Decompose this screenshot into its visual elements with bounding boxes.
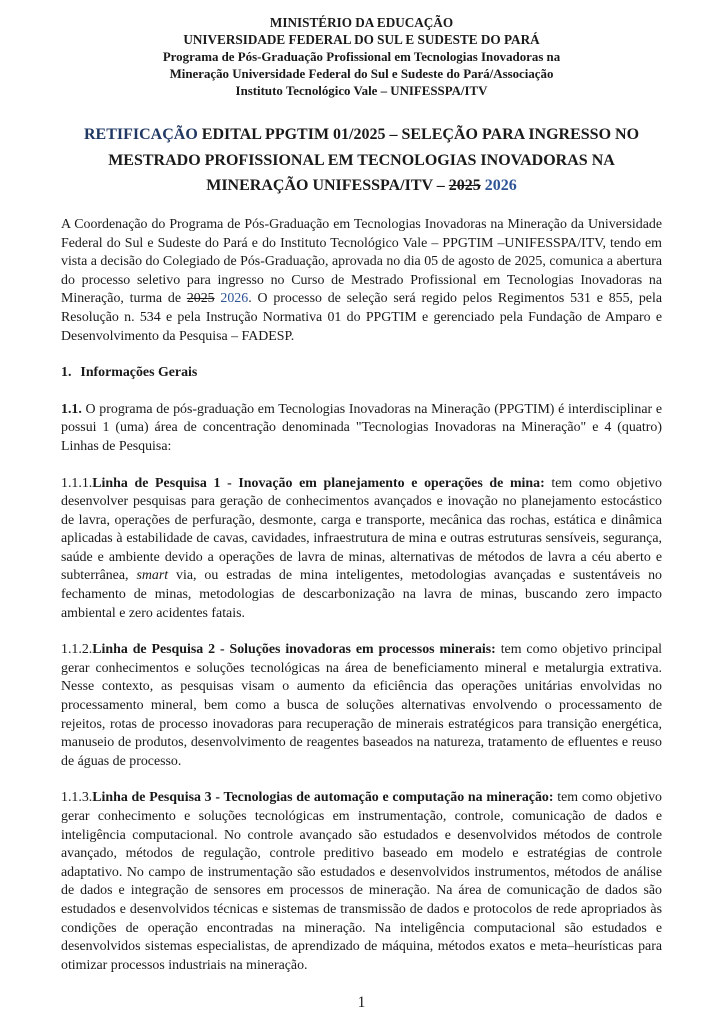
item-1-1-paragraph [61, 401, 662, 457]
item-1-1-1-number: 1.1.1. [61, 475, 93, 491]
research-line-2-title: Linha de Pesquisa 2 - Soluções inovadoras em processos minerais: [92, 642, 496, 658]
document-title [82, 122, 642, 199]
item-1-1-1-italic-term: smart [136, 568, 169, 584]
research-line-1-title: Linha de Pesquisa 1 - Inovação em planejamento e operações de mina: [92, 475, 545, 491]
section-1-heading [61, 364, 662, 383]
letterhead-line-university: UNIVERSIDADE FEDERAL DO SUL E SUDESTE DO PARÁ [183, 32, 540, 48]
letterhead-line-association: Mineração Universidade Federal do Sul e Sudeste do Pará/Associação [169, 66, 554, 81]
page-number: 1 [357, 994, 366, 1011]
intro-old-year-struck: 2025 [186, 291, 215, 307]
letterhead [61, 14, 662, 100]
item-1-1-3-paragraph [61, 789, 662, 975]
item-1-1-number: 1.1. [61, 401, 82, 417]
intro-new-year: 2026 [220, 291, 249, 307]
item-1-1-1-text-pre: tem como objetivo desenvolver pesquisas para geração de conhecimentos avançados e inovação no planejamento estocástico de lavra, operações de perfuração, desmonte, carga e transporte, mecânica das rochas, estática e dinâmica aplicadas à estabilidade de cavas, cavidades, infraestrutura de mina e outras estruturas sensíveis, segurança, saúde e ambiente devido a operações de lavra de minas, alternativas de métodos de lavra a céu aberto e subterrânea, [61, 475, 662, 584]
research-line-3-title: Linha de Pesquisa 3 - Tecnologias de automação e computação na mineração: [92, 790, 554, 806]
intro-text-part1: A Coordenação do Programa de Pós-Graduação em Tecnologias Inovadoras na Mineração da Universidade Federal do Sul e Sudeste do Pará e do Instituto Tecnológico Vale – PPGTIM –UNIFESSPA/ITV, tendo em vista a decisão do Colegiado de Pós-Graduação, aprovada no dia 05 de agosto de 2025, comunica a abertura do processo seletivo para ingresso no Curso de Mestrado Profissional em Tecnologias Inovadoras na Mineração, turma de [61, 216, 662, 307]
item-1-1-3-text: tem como objetivo gerar conhecimento e soluções tecnológicas em instrumentação, controle, comunicação de dados e inteligência computacional. No controle avançado são estudados e desenvolvidos métodos de controle avançado, métodos de regulação, controle preditivo baseado em modelo e estratégias de controle adaptativo. No campo de instrumentação são estudados e desenvolvidos instrumentos, métodos de análise de dados e integração de sensores em processos de mineração. Na área de comunicação de dados são estudados e desenvolvidos técnicas e sistemas de transmissão de dados e protocolos de rede apropriados às condições de operação encontradas na mineração. Na inteligência computacional são estudados e desenvolvidos sistemas especialistas, de aprendizado de máquina, métodos exatos e meta–heurísticas para otimizar processos industriais na mineração. [61, 790, 662, 973]
intro-text-part2: . O processo de seleção será regido pelos Regimentos 531 e 855, pela Resolução n. 534 e pela Instrução Normativa 01 do PPGTIM e gerenciado pela Fundação de Amparo e Desenvolvimento da Pesquisa – FADESP. [61, 291, 662, 344]
letterhead-line-ministry: MINISTÉRIO DA EDUCAÇÃO [269, 15, 454, 30]
letterhead-line-institute: Instituto Tecnológico Vale – UNIFESSPA/ITV [235, 84, 488, 99]
item-1-1-2-number: 1.1.2. [61, 642, 93, 658]
item-1-1-1-paragraph [61, 475, 662, 624]
document-body [61, 216, 662, 975]
item-1-1-2-text: tem como objetivo principal gerar conhecimentos e soluções tecnológicas na área de beneficiamento mineral e metalurgia extrativa. Nesse contexto, as pesquisas visam o aumento da eficiência das operações unitárias envolvidas no processamento mineral, bem como a busca de soluções alternativas envolvendo o processamento de rejeitos, rotas de processo inovadoras para recuperação de minerais estratégicos para transição energética, manuseio de produtos, desenvolvimento de reagentes baseados na natureza, tratamento de efluentes e reuso de águas de processo. [61, 642, 662, 769]
title-old-year-struck: 2025 [448, 177, 481, 195]
intro-paragraph [61, 216, 662, 346]
retificacao-label: RETIFICAÇÃO [83, 126, 198, 144]
title-new-year: 2026 [484, 177, 517, 195]
item-1-1-2-paragraph [61, 641, 662, 771]
letterhead-line-program: Programa de Pós-Graduação Profissional em Tecnologias Inovadoras na [162, 49, 561, 64]
item-1-1-3-number: 1.1.3. [61, 790, 93, 806]
title-main-text: EDITAL PPGTIM 01/2025 – SELEÇÃO PARA INGRESSO NO MESTRADO PROFISSIONAL EM TECNOLOGIAS INOVADORAS NA MINERAÇÃO UNIFESSPA/ITV – [108, 126, 640, 195]
item-1-1-text: O programa de pós-graduação em Tecnologias Inovadoras na Mineração (PPGTIM) é interdisciplinar e possui 1 (uma) área de concentração denominada "Tecnologias Inovadoras na Mineração" e 4 (quatro) Linhas de Pesquisa: [61, 401, 662, 454]
section-1-number: 1. [61, 365, 72, 381]
section-1-heading-label: Informações Gerais [80, 365, 198, 381]
item-1-1-1-text-post: via, ou estradas de mina inteligentes, metodologias avançadas e sustentáveis no fechamento de minas, metodologias de descarbonização na lavra de minas, buscando zero impacto ambiental e zero acidentes fatais. [61, 568, 662, 621]
